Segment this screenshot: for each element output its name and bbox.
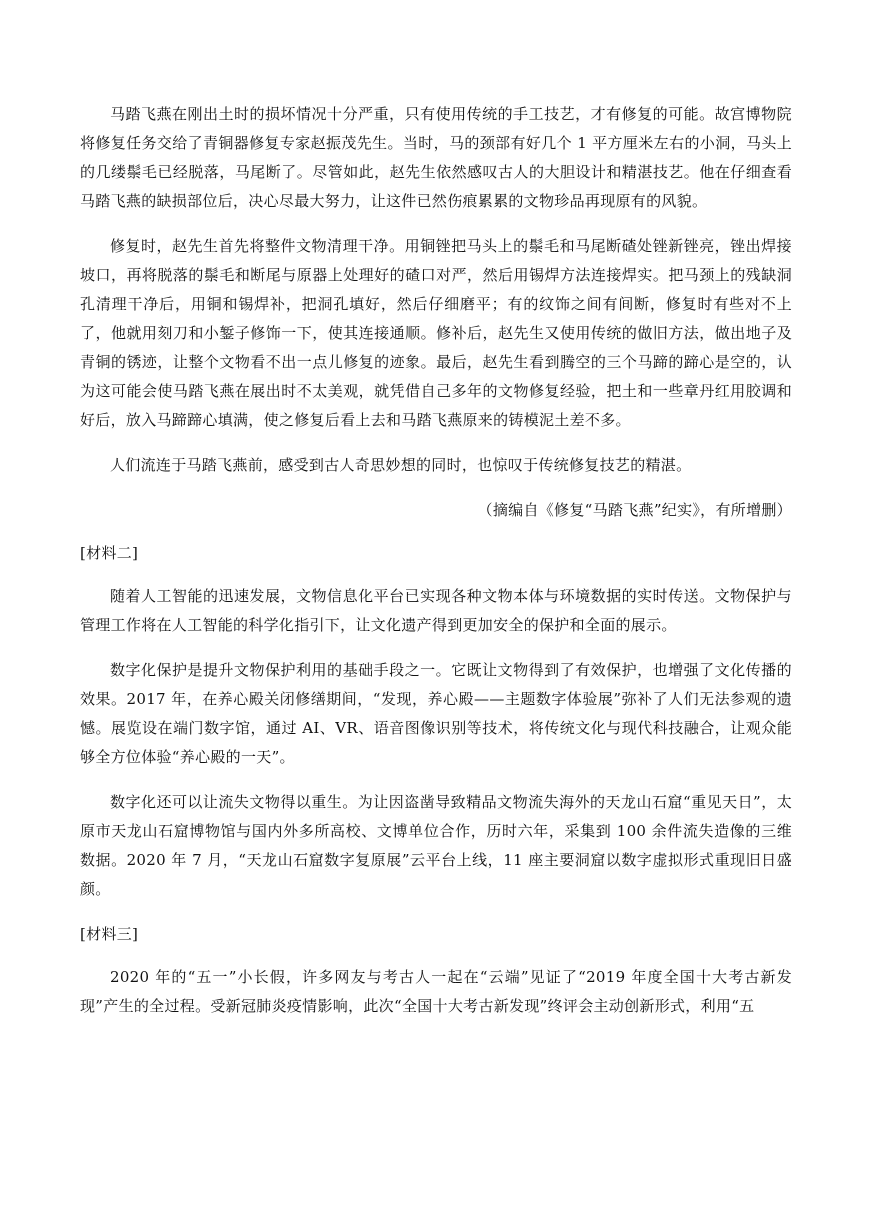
paragraph-restoration-process: 修复时，赵先生首先将整件文物清理干净。用铜锉把马头上的鬃毛和马尾断碴处锉新锉亮，锉出焊接坡口，再将脱落的鬃毛和断尾与原器上处理好的碴口对严，然后用锡焊方法连接焊实。把马颈上的残缺洞孔清理干净后，用铜和锡焊补，把洞孔填好，然后仔细磨平；有的纹饰之间有间断，修复时有些对不上了，他就用刻刀和小錾子修饰一下，使其连接通顺。修补后，赵先生又使用传统的做旧方法，做出地子及青铜的锈迹，让整个文物看不出一点儿修复的迹象。最后，赵先生看到腾空的三个马蹄的蹄心是空的，认为这可能会使马踏飞燕在展出时不太美观，就凭借自己多年的文物修复经验，把土和一些章丹红用胶调和好后，放入马蹄蹄心填满，使之修复后看上去和马踏飞燕原来的铸模泥土差不多。 [80,237,792,429]
source-note: （摘编自《修复“马踏飞燕”纪实》，有所增删） [477,501,792,519]
paragraph-digital-protection: 数字化保护是提升文物保护利用的基础手段之一。它既让文物得到了有效保护，也增强了文化传播的效果。2017 年，在养心殿关闭修缮期间，“发现，养心殿——主题数字体验展”弥补了人们无法参观的遗憾。展览设在端门数字馆，通过 AI、VR、语音图像识别等技术，将传统文化与现代科技融合，让观众能够全方位体验“养心殿的一天”。 [80,661,792,766]
paragraph-visitors: 人们流连于马踏飞燕前，感受到古人奇思妙想的同时，也惊叹于传统修复技艺的精湛。 [110,456,692,474]
document-body [80,100,792,1037]
paragraph-lost-relics: 数字化还可以让流失文物得以重生。为让因盗凿导致精品文物流失海外的天龙山石窟“重见天日”，太原市天龙山石窟博物馆与国内外多所高校、文博单位合作，历时六年，采集到 100 余件流失造像的三维数据。2020 年 7 月，“天龙山石窟数字复原展”云平台上线，11 座主要洞窟以数字虚拟形式重现旧日盛颜。 [80,793,792,898]
paragraph-horse-damage: 马踏飞燕在刚出土时的损坏情况十分严重，只有使用传统的手工技艺，才有修复的可能。故宫博物院将修复任务交给了青铜器修复专家赵振茂先生。当时，马的颈部有好几个 1 平方厘米左右的小洞，马头上的几缕鬃毛已经脱落，马尾断了。尽管如此，赵先生依然感叹古人的大胆设计和精湛技艺。他在仔细查看马踏飞燕的缺损部位后，决心尽最大努力，让这件已然伤痕累累的文物珍品再现原有的风貌。 [80,105,792,210]
material-3-heading: [材料三] [80,925,139,943]
paragraph-cloud-archaeology: 2020 年的“五一”小长假，许多网友与考古人一起在“云端”见证了“2019 年度全国十大考古新发现”产生的全过程。受新冠肺炎疫情影响，此次“全国十大考古新发现”终评会主动创新形式，利用“五 [80,968,792,1015]
material-2-heading: [材料二] [80,544,139,562]
paragraph-ai-development: 随着人工智能的迅速发展，文物信息化平台已实现各种文物本体与环境数据的实时传送。文物保护与管理工作将在人工智能的科学化指引下，让文化遗产得到更加安全的保护和全面的展示。 [80,587,792,634]
